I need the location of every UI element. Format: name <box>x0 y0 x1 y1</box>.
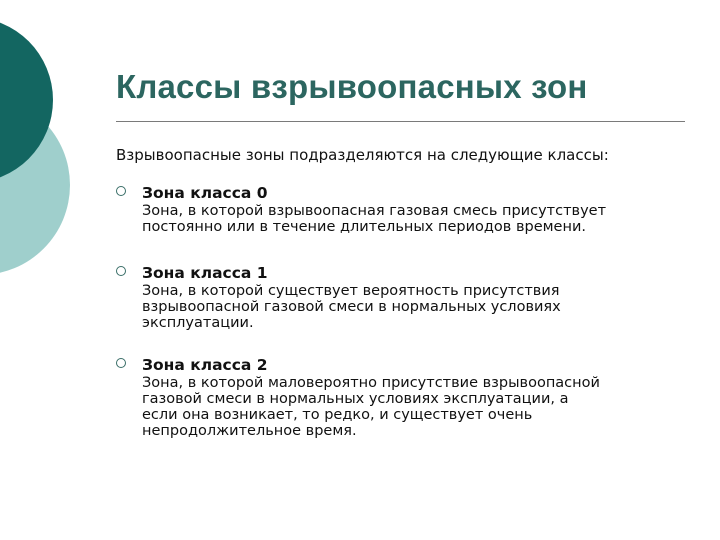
slide-title: Классы взрывоопасных зон <box>116 68 588 105</box>
title-divider <box>116 121 685 122</box>
list-item-text <box>142 264 687 331</box>
hollow-circle-bullet-icon <box>116 266 126 276</box>
list-item-description: Зона, в которой взрывоопасная газовая смесь присутствует постоянно или в течение длительных периодов времени. <box>142 203 607 235</box>
decorative-circles <box>0 0 90 300</box>
hollow-circle-bullet-icon <box>116 358 126 368</box>
list-item-text <box>142 356 687 439</box>
list-item-description: Зона, в которой маловероятно присутствие взрывоопасной газовой смеси в нормальных условиях эксплуатации, а если она возникает, то редко, и существует очень непродолжительное время. <box>142 375 600 439</box>
list-item-text <box>142 184 687 235</box>
list-item-title: Зона класса 1 <box>142 264 268 282</box>
list-item-title: Зона класса 2 <box>142 356 268 374</box>
intro-text: Взрывоопасные зоны подразделяются на следующие классы: <box>116 146 609 164</box>
list-item-title: Зона класса 0 <box>142 184 268 202</box>
hollow-circle-bullet-icon <box>116 186 126 196</box>
list-item-description: Зона, в которой существует вероятность присутствия взрывоопасной газовой смеси в нормальных условиях эксплуатации. <box>142 283 561 331</box>
